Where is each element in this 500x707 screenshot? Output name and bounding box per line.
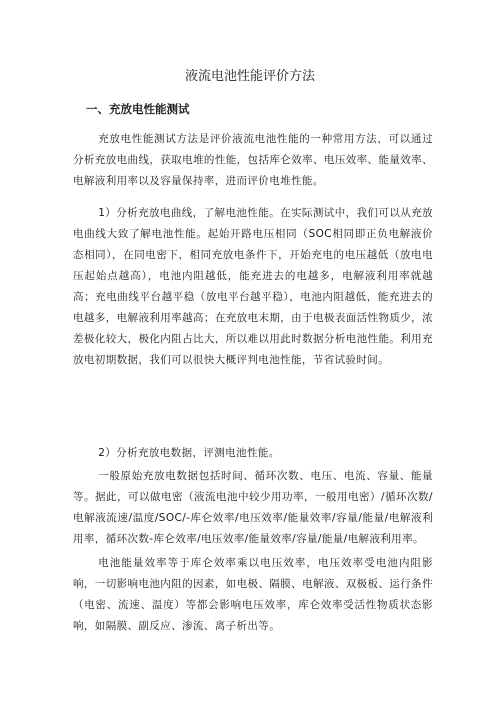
- paragraph-raw-data: 一般原始充放电数据包括时间、循环次数、电压、电流、容量、能量等。据此，可以做电密（液流电池中较少用功率，一般用电密）/循环次数/电解液流速/温度/SOC/-库仑效率/电压效率/能量效率/容量/能量/电解液利用率，循环次数-库仑效率/电压效率/能量效率/容量/能量/电解液利用率。: [73, 470, 433, 545]
- section-heading: 一、充放电性能测试: [86, 102, 190, 116]
- paragraph-intro: 充放电性能测试方法是评价液流电池性能的一种常用方法，可以通过分析充放电曲线，获取电堆的性能，包括库仑效率、电压效率、能量效率、电解液利用率以及容量保持率，进而评价电堆性能。: [73, 133, 433, 187]
- paragraph-efficiency: 电池能量效率等于库仑效率乘以电压效率，电压效率受电池内阻影响，一切影响电池内阻的因素，如电极、隔膜、电解液、双极板、运行条件（电密、流速、温度）等都会影响电压效率，库仑效率受活性物质状态影响，如隔膜、副反应、渗流、离子析出等。: [73, 557, 433, 632]
- paragraph-data-analysis-heading: 2）分析充放电数据，评测电池性能。: [98, 447, 280, 459]
- document-title: 液流电池性能评价方法: [184, 69, 315, 84]
- paragraph-curve-analysis: 1）分析充放电曲线，了解电池性能。在实际测试中，我们可以从充放电曲线大致了解电池性能。起始开路电压相同（SOC相同即正负电解液价态相同），在同电密下，相同充放电条件下，开始充电的电压越低（放电电压起始点越高），电池内阻越低，能充进去的电越多，电解液利用率就越高；充电曲线平台越平稳（放电平台越平稳），电池内阻越低，能充进去的电越多，电解液利用率越高；在充放电末期，由于电极表面活性物质少，浓差极化较大，极化内阻占比大，所以难以用此时数据分析电池性能。利用充放电初期数据，我们可以很快大概评判电池性能，节省试验时间。: [73, 207, 433, 366]
